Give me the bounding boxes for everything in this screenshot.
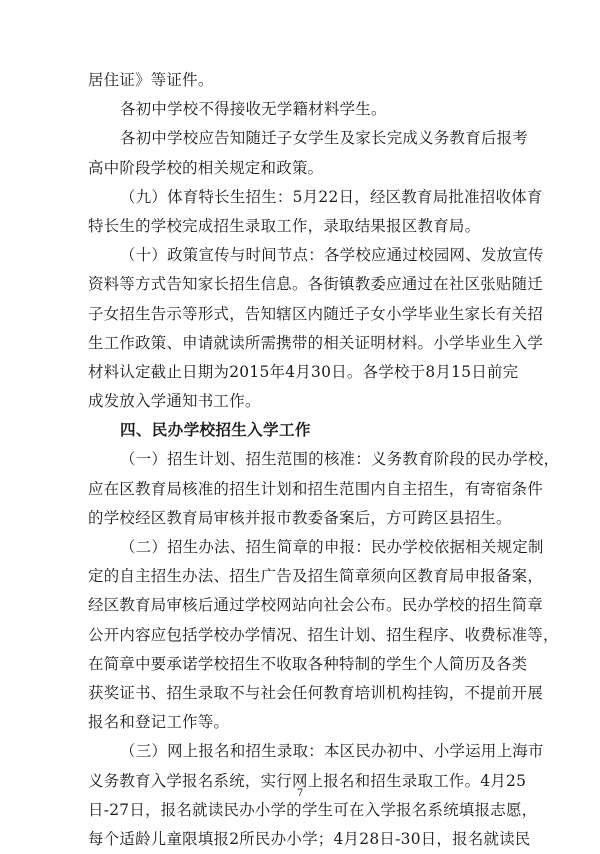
page-number: 7: [296, 788, 304, 799]
text-line: 定的自主招生办法、招生广告及招生简章须向区教育局申报备案，: [88, 567, 544, 586]
section-heading: 四、民办学校招生入学工作: [120, 421, 311, 440]
text-line: 公开内容应包括学校办学情况、招生计划、招生程序、收费标准等，: [88, 625, 559, 644]
text-line: （九）体育特长生招生：5月22日，经区教育局批准招收体育: [120, 187, 543, 206]
text-line: （三）网上报名和招生录取：本区民办初中、小学运用上海市: [120, 742, 544, 761]
text-line: 经区教育局审核后通过学校网站向社会公布。民办学校的招生简章: [88, 596, 544, 615]
body-text: [88, 66, 560, 854]
text-line: 应在区教育局核准的招生计划和招生范围内自主招生，有寄宿条件: [88, 479, 544, 498]
text-line: 生工作政策、申请就读所需携带的相关证明材料。小学毕业生入学: [88, 333, 544, 352]
text-line: 报名和登记工作等。: [88, 713, 230, 732]
text-line: （一）招生计划、招生范围的核准：义务教育阶段的民办学校，: [120, 450, 560, 469]
text-line: 各初中学校不得接收无学籍材料学生。: [120, 100, 387, 119]
text-line: （二）招生办法、招生简章的申报：民办学校依据相关规定制: [120, 538, 544, 556]
text-line: 获奖证书、招生录取不与社会任何教育培训机构挂钩，不提前开展: [88, 683, 544, 702]
text-line: 每个适龄儿童限填报2所民办小学；4月28日-30日，报名就读民: [88, 829, 531, 848]
text-line: 的学校经区教育局审核并报市教委备案后，方可跨区县招生。: [88, 508, 512, 527]
text-line: 特长生的学校完成招生录取工作，录取结果报区教育局。: [88, 216, 481, 235]
text-line: 子女招生告示等形式，告知辖区内随迁子女小学毕业生家长有关招: [88, 304, 544, 323]
text-line: 材料认定截止日期为2015年4月30日。各学校于8月15日前完: [88, 362, 519, 381]
text-line: 居住证》等证件。: [88, 71, 214, 89]
text-line: 高中阶段学校的相关规定和政策。: [88, 158, 324, 177]
text-line: 义务教育入学报名系统，实行网上报名和招生录取工作。4月25: [88, 771, 527, 790]
text-line: （十）政策宣传与时间节点：各学校应通过校园网、发放宣传: [120, 246, 544, 265]
text-line: 日-27日，报名就读民办小学的学生可在入学报名系统填报志愿，: [88, 800, 538, 819]
text-line: 各初中学校应告知随迁子女学生及家长完成义务教育后报考: [120, 129, 528, 148]
text-line: 资料等方式告知家长招生信息。各街镇教委应通过在社区张贴随迁: [88, 275, 544, 294]
text-line: 在简章中要承诺学校招生不收取各种特制的学生个人简历及各类: [88, 654, 528, 673]
text-line: 成发放入学通知书工作。: [88, 392, 261, 411]
